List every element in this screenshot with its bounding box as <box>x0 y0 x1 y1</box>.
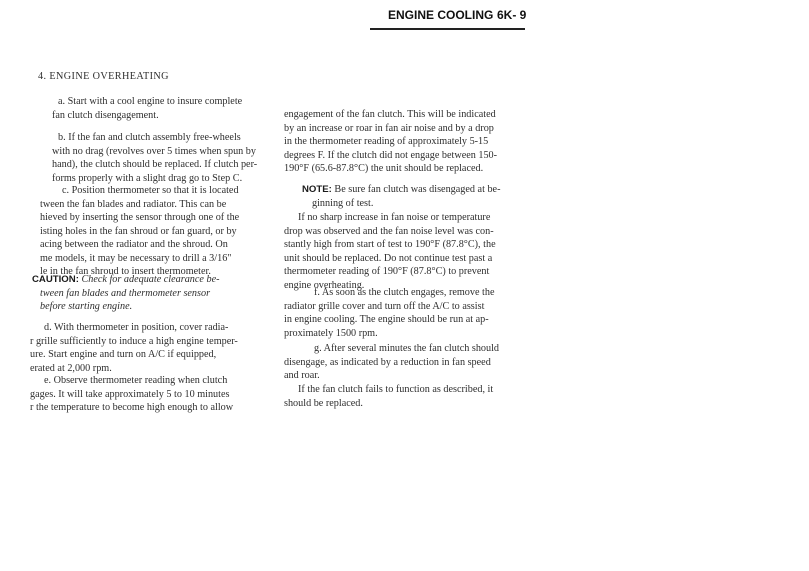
note-block <box>302 183 500 210</box>
text-line: ure. Start engine and turn on A/C if equipped, <box>30 349 217 360</box>
text-line: tween the fan blades and radiator. This can be <box>40 198 227 210</box>
paragraph-final <box>284 383 494 410</box>
text-line: e. Observe thermometer reading when clutch <box>44 375 228 386</box>
page-number: 6K- 9 <box>497 8 527 22</box>
text-line: fan clutch disengagement. <box>52 109 159 121</box>
paragraph-continued <box>284 108 497 176</box>
text-line: b. If the fan and clutch assembly free-wheels <box>58 132 241 143</box>
paragraph-b <box>52 131 258 185</box>
paragraph-noise <box>284 211 496 292</box>
text-line: engine overheating. <box>284 279 365 291</box>
caution-text: tween fan blades and thermometer sensor <box>40 287 211 299</box>
text-line: radiator grille cover and turn off the A/C to assist <box>284 300 485 312</box>
note-line <box>302 183 500 197</box>
section-heading: 4. ENGINE OVERHEATING <box>38 71 169 82</box>
caution-block <box>32 273 220 314</box>
text-line: with no drag (revolves over 5 times when spun by <box>52 145 256 157</box>
paragraph-f <box>284 286 495 340</box>
text-line: stantly high from start of test to 190°F (87.8°C), the <box>284 239 496 250</box>
text-line: me models, it may be necessary to drill a 3/16" <box>40 252 232 264</box>
caution-text: Check for adequate clearance be- <box>81 274 220 285</box>
text-line: disengage, as indicated by a reduction in fan speed <box>284 356 491 368</box>
text-line: unit should be replaced. Do not continue test past a <box>284 252 493 264</box>
text-line: 190°F (65.6-87.8°C) the unit should be replaced. <box>284 163 484 174</box>
text-line: degrees F. If the clutch did not engage between 150- <box>284 149 498 161</box>
text-line: If the fan clutch fails to function as described, it <box>298 384 494 395</box>
text-line: thermometer reading of 190°F (87.8°C) to prevent <box>284 266 490 277</box>
paragraph-a <box>52 95 243 122</box>
text-line: hieved by inserting the sensor through one of the <box>40 212 240 223</box>
text-line: If no sharp increase in fan noise or temperature <box>298 212 491 223</box>
caution-text: before starting engine. <box>40 301 133 312</box>
text-line: f. As soon as the clutch engages, remove the <box>314 287 495 298</box>
caution-label: CAUTION: <box>32 274 79 285</box>
text-line: r the temperature to become high enough to allow <box>30 402 234 413</box>
text-line: drop was observed and the fan noise level was con- <box>284 225 494 237</box>
text-line: in the thermometer reading of approximately 5-15 <box>284 136 489 147</box>
text-line: c. Position thermometer so that it is located <box>62 185 239 196</box>
text-line: le in the fan shroud to insert thermometer. <box>40 266 211 277</box>
note-text: ginning of test. <box>312 197 374 209</box>
text-line: a. Start with a cool engine to insure complete <box>58 96 243 107</box>
paragraph-g <box>284 342 500 383</box>
text-line: erated at 2,000 rpm. <box>30 362 112 374</box>
text-line: r grille sufficiently to induce a high engine temper- <box>30 335 238 347</box>
text-line: gages. It will take approximately 5 to 10 minutes <box>30 388 230 400</box>
text-line: proximately 1500 rpm. <box>284 327 378 339</box>
text-line: and roar. <box>284 370 320 381</box>
section-title: ENGINE COOLING <box>388 8 494 22</box>
text-line: in engine cooling. The engine should be run at ap- <box>284 314 489 325</box>
header-rule <box>370 28 525 30</box>
text-line: isting holes in the fan shroud or fan guard, or by <box>40 225 237 237</box>
text-line: by an increase or roar in fan air noise and by a drop <box>284 122 494 134</box>
text-line: d. With thermometer in position, cover radia- <box>44 322 229 333</box>
text-line: hand), the clutch should be replaced. If clutch per- <box>52 159 258 170</box>
caution-line <box>32 273 220 287</box>
text-line: acing between the radiator and the shroud. On <box>40 239 228 250</box>
paragraph-c <box>40 184 240 279</box>
note-text: Be sure fan clutch was disengaged at be- <box>334 184 501 195</box>
text-line: forms properly with a slight drag go to Step C. <box>52 172 243 184</box>
text-line: should be replaced. <box>284 397 363 409</box>
paragraph-e <box>30 374 234 415</box>
text-line: g. After several minutes the fan clutch should <box>314 343 500 354</box>
text-line: engagement of the fan clutch. This will be indicated <box>284 109 496 120</box>
paragraph-d <box>30 321 238 375</box>
note-label: NOTE: <box>302 184 332 195</box>
